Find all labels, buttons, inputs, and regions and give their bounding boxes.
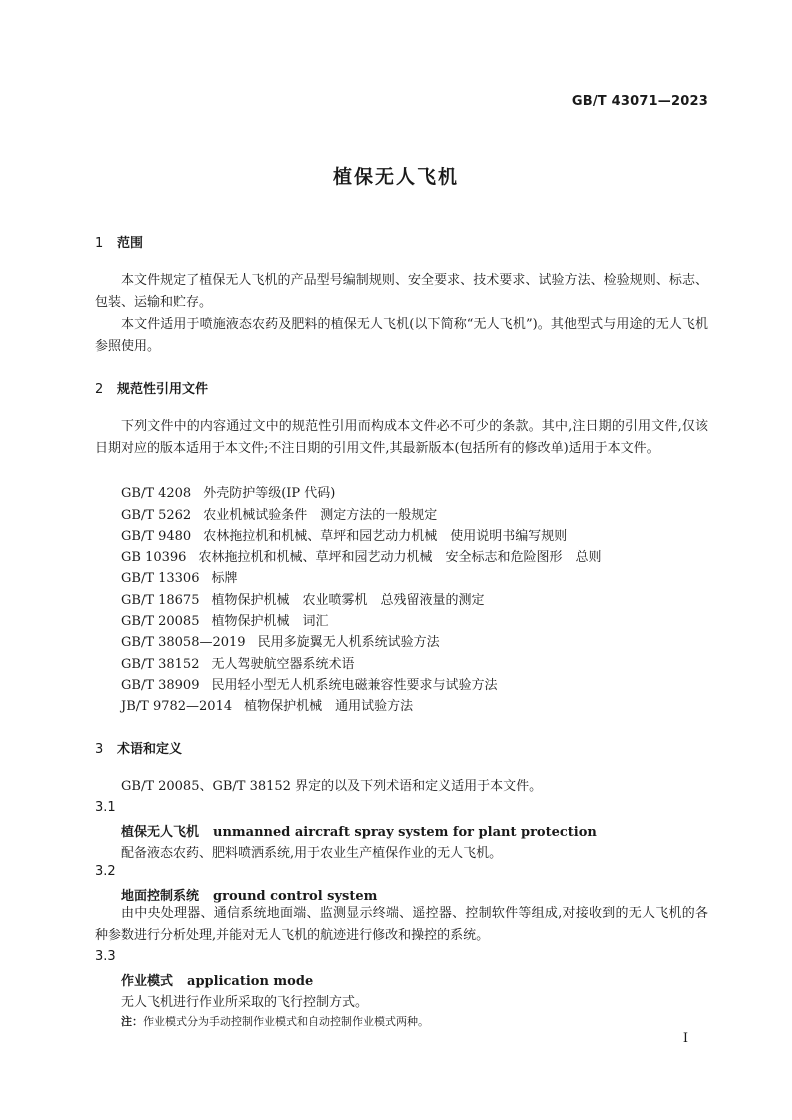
reference-code: GB/T 38152	[121, 657, 200, 672]
term-definition: 由中央处理器、通信系统地面端、监测显示终端、遥控器、控制软件等组成,对接收到的无人飞机的各种参数进行分析处理,并能对无人飞机的航迹进行修改和操控的系统。	[95, 906, 708, 943]
reference-code: JB/T 9782—2014	[121, 699, 233, 714]
reference-code: GB/T 5262	[121, 508, 192, 523]
term-heading	[121, 821, 597, 840]
term-en: unmanned aircraft spray system for plant protection	[213, 825, 597, 840]
section-1-heading	[95, 232, 143, 251]
reference-code: GB/T 38058—2019	[121, 635, 246, 650]
reference-item	[121, 504, 437, 523]
section-1-paragraph-2: 本文件适用于喷施液态农药及肥料的植保无人飞机(以下简称“无人飞机”)。其他型式与用途的无人飞机参照使用。	[95, 317, 708, 354]
reference-title: 农林拖拉机和机械、草坪和园艺动力机械 安全标志和危险图形 总则	[198, 550, 602, 565]
term-heading	[121, 885, 377, 904]
reference-code: GB 10396	[121, 550, 187, 565]
section-3-heading	[95, 738, 182, 757]
reference-code: GB/T 18675	[121, 593, 200, 608]
reference-item	[121, 674, 498, 693]
term-zh: 地面控制系统	[121, 889, 200, 904]
term-en: application mode	[187, 974, 314, 989]
reference-title: 民用轻小型无人机系统电磁兼容性要求与试验方法	[211, 678, 498, 693]
reference-item	[121, 546, 601, 565]
document-title: 植保无人飞机	[332, 166, 459, 188]
reference-title: 植物保护机械 通用试验方法	[244, 699, 414, 714]
term-number: 3.1	[95, 800, 116, 815]
note	[121, 1013, 429, 1029]
term-number: 3.3	[95, 949, 116, 964]
reference-item	[121, 653, 355, 672]
reference-title: 农林拖拉机和机械、草坪和园艺动力机械 使用说明书编写规则	[203, 529, 568, 544]
reference-title: 标牌	[211, 571, 238, 586]
reference-title: 无人驾驶航空器系统术语	[211, 657, 355, 672]
reference-code: GB/T 9480	[121, 529, 192, 544]
section-2-heading	[95, 378, 208, 397]
section-1-paragraph-1: 本文件规定了植保无人飞机的产品型号编制规则、安全要求、技术要求、试验方法、检验规则、标志、包装、运输和贮存。	[95, 273, 708, 310]
reference-title: 民用多旋翼无人机系统试验方法	[257, 635, 440, 650]
section-number: 3	[95, 742, 104, 757]
term-definition: 无人飞机进行作业所采取的飞行控制方式。	[121, 995, 369, 1010]
section-3-paragraph-1: GB/T 20085、GB/T 38152 界定的以及下列术语和定义适用于本文件。	[121, 779, 543, 794]
reference-item	[121, 567, 238, 586]
reference-item	[121, 610, 329, 629]
reference-code: GB/T 20085	[121, 614, 200, 629]
reference-title: 植物保护机械 农业喷雾机 总残留液量的测定	[211, 593, 485, 608]
reference-title: 农业机械试验条件 测定方法的一般规定	[203, 508, 438, 523]
reference-item	[121, 482, 335, 501]
section-title: 范围	[117, 236, 144, 251]
reference-item	[121, 525, 567, 544]
note-text: 作业模式分为手动控制作业模式和自动控制作业模式两种。	[143, 1015, 429, 1028]
reference-title: 植物保护机械 词汇	[211, 614, 329, 629]
reference-code: GB/T 38909	[121, 678, 200, 693]
note-label: 注：	[121, 1015, 143, 1028]
term-en: ground control system	[213, 889, 378, 904]
section-number: 2	[95, 382, 104, 397]
standard-code: GB/T 43071—2023	[571, 94, 708, 109]
reference-title: 外壳防护等级(IP 代码)	[203, 486, 336, 501]
reference-item	[121, 631, 440, 650]
page-number: I	[682, 1031, 688, 1046]
term-definition: 配备液态农药、肥料喷洒系统,用于农业生产植保作业的无人飞机。	[121, 846, 503, 861]
reference-item	[121, 695, 413, 714]
section-title: 规范性引用文件	[117, 382, 209, 397]
reference-item	[121, 589, 485, 608]
term-number: 3.2	[95, 864, 116, 879]
term-heading	[121, 970, 313, 989]
reference-code: GB/T 13306	[121, 571, 200, 586]
section-title: 术语和定义	[117, 742, 183, 757]
term-zh: 作业模式	[121, 974, 174, 989]
section-number: 1	[95, 236, 104, 251]
reference-code: GB/T 4208	[121, 486, 192, 501]
term-zh: 植保无人飞机	[121, 825, 200, 840]
section-2-paragraph-1: 下列文件中的内容通过文中的规范性引用而构成本文件必不可少的条款。其中,注日期的引用文件,仅该日期对应的版本适用于本文件;不注日期的引用文件,其最新版本(包括所有的修改单)适用于本文件。	[95, 419, 708, 456]
